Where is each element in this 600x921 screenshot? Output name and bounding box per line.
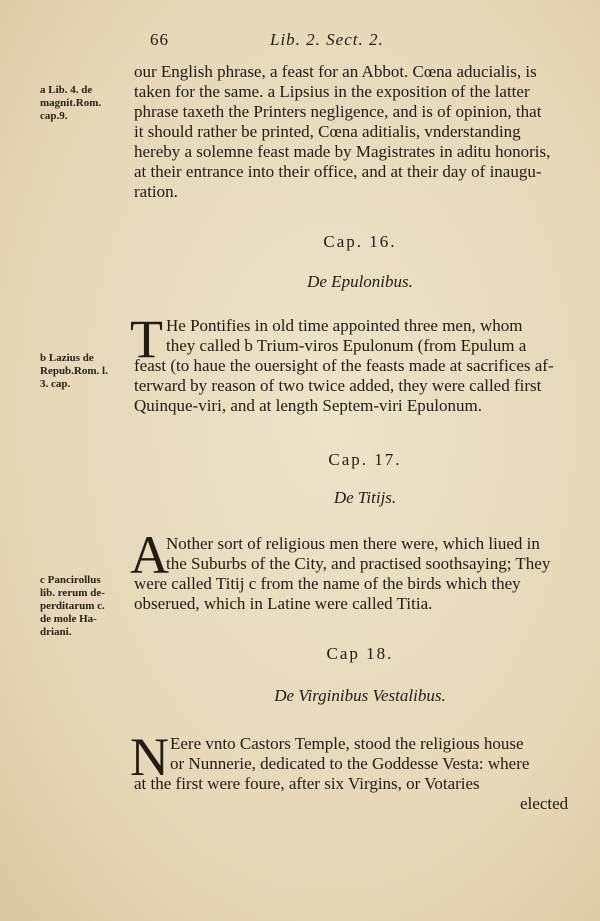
text-line: it should rather be printed, Cœna aditialis, vnderstanding	[134, 122, 521, 141]
text-line: were called Titij c from the name of the birds which they	[134, 574, 521, 593]
margin-note-line: magnit.Rom.	[40, 97, 102, 109]
chapter-heading-17: Cap. 17.	[328, 450, 402, 469]
drop-cap: T	[130, 309, 163, 369]
drop-cap: A	[130, 525, 169, 585]
text-line: phrase taxeth the Printers negligence, and is of opinion, that	[134, 102, 542, 121]
drop-cap: N	[130, 727, 169, 787]
text-line: feast (to haue the ouersight of the feasts made at sacrifices af-	[134, 356, 554, 375]
chapter-heading-18: Cap 18.	[326, 644, 394, 663]
margin-note-line: perditarum c.	[40, 600, 105, 612]
text-line: Quinque-viri, and at length Septem-viri Epulonum.	[134, 396, 482, 415]
text-line: obserued, which in Latine were called Titia.	[134, 594, 433, 613]
text-line: hereby a solemne feast made by Magistrates in aditu honoris,	[134, 142, 551, 161]
margin-note-b	[40, 352, 140, 391]
text-line: Eere vnto Castors Temple, stood the religious house	[170, 734, 524, 753]
margin-note-line: c Pancirollus	[40, 574, 101, 586]
margin-note-line: lib. rerum de-	[40, 587, 105, 599]
margin-note-line: a Lib. 4. de	[40, 84, 93, 96]
text-line: at their entrance into their office, and at their day of inaugu-	[134, 162, 542, 181]
text-line: at the first were foure, after six Virgins, or Votaries	[134, 774, 480, 793]
margin-note-c	[40, 574, 140, 639]
catchword: elected	[520, 794, 569, 813]
margin-note-a	[40, 84, 140, 123]
margin-note-line: Repub.Rom. l.	[40, 365, 108, 377]
text-line: our English phrase, a feast for an Abbot. Cœna aducialis, is	[134, 62, 537, 81]
chapter-heading-16: Cap. 16.	[323, 232, 397, 251]
chapter-subtitle-16: De Epulonibus.	[307, 272, 413, 291]
text-line: He Pontifies in old time appointed three men, whom	[166, 316, 523, 335]
text-line: they called b Trium-viros Epulonum (from Epulum a	[166, 336, 527, 355]
chapter-subtitle-17: De Titijs.	[333, 488, 397, 507]
text-line: Nother sort of religious men there were, which liued in	[166, 534, 540, 553]
margin-note-line: driani.	[40, 626, 72, 638]
margin-note-line: 3. cap.	[40, 378, 71, 390]
text-line: terward by reason of two twice added, they were called first	[134, 376, 542, 395]
text-line: taken for the same. a Lipsius in the exposition of the latter	[134, 82, 530, 101]
text-line: or Nunnerie, dedicated to the Goddesse Vesta: where	[170, 754, 530, 773]
chapter-subtitle-18: De Virginibus Vestalibus.	[274, 686, 446, 705]
section-title: Lib. 2. Sect. 2.	[270, 30, 384, 49]
page-number: 66	[150, 30, 169, 49]
margin-note-line: cap.9.	[40, 110, 68, 122]
text-line: ration.	[134, 182, 178, 201]
margin-note-line: de mole Ha-	[40, 613, 97, 625]
margin-note-line: b Lazius de	[40, 352, 94, 364]
text-line: the Suburbs of the City, and practised soothsaying; They	[166, 554, 551, 573]
